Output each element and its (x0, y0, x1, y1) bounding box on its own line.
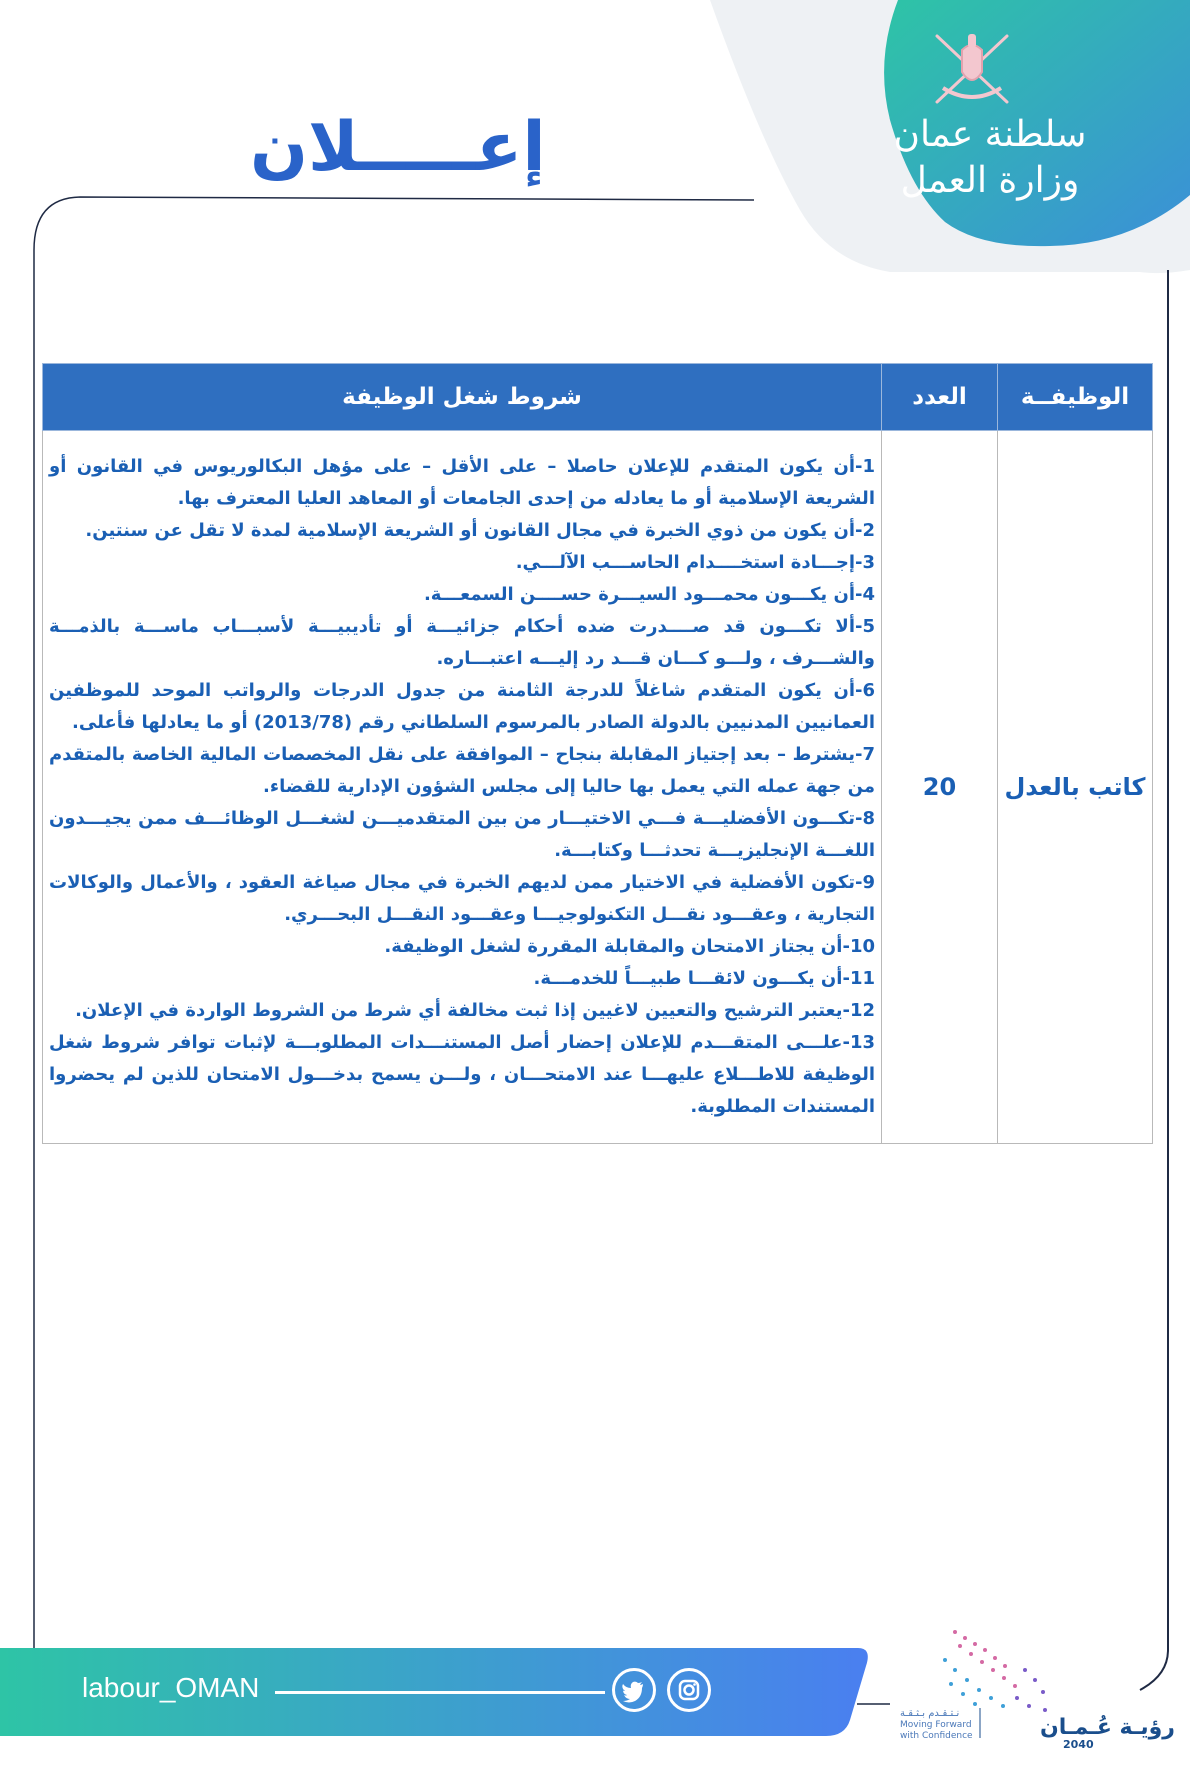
condition-item: 13-علـــى المتقـــدم للإعلان إحضار أصل المستنـــدات المطلوبـــة لإثبات توافر شروط شغل الوظيفة للاطـــلاع عليهـــا عند الامتحـــان ، ولـــن يسمح بدخـــول الامتحان للذين لم يحضروا المستندات المطلوبة. (49, 1032, 875, 1117)
condition-item: 9-تكون الأفضلية في الاختيار ممن لديهم الخبرة في مجال صياغة العقود ، والأعمال والوكالات التجارية ، وعقـــود نقـــل التكنولوجيـــا وعقـــود النقـــل البحـــري. (49, 872, 875, 925)
ministry-name (890, 112, 1090, 204)
condition-item: 7-يشترط – بعد إجتياز المقابلة بنجاح – الموافقة على نقل المخصصات المالية الخاصة بالمتقدم من جهة عمله التي يعمل بها حاليا إلى مجلس الشؤون الإدارية للقضاء. (49, 744, 875, 797)
condition-item: 4-أن يكـــون محمـــود السيـــرة حســــن السمعـــة. (423, 584, 875, 605)
table-row (43, 431, 1153, 1144)
condition-item: 12-يعتبر الترشيح والتعيين لاغيين إذا ثبت مخالفة أي شرط من الشروط الواردة في الإعلان. (75, 1000, 875, 1021)
ministry-line-2: وزارة العمل (900, 160, 1080, 201)
conditions-list (49, 451, 875, 1123)
page-title: إعـــــلان (250, 108, 546, 187)
header-conditions: شروط شغل الوظيفة (43, 364, 882, 431)
conditions-cell (43, 431, 882, 1144)
condition-item: 5-ألا تكـــون قد صــــدرت ضده أحكام جزائيـــة أو تأديبيـــة لأسبـــاب ماســـة بالذمـــة والشـــرف ، ولـــو كـــان قـــد رد إليـــه اعتبـــاره. (49, 616, 875, 669)
handle-divider (275, 1691, 605, 1694)
job-title-cell: كاتب بالعدل (998, 431, 1153, 1144)
condition-item: 1-أن يكون المتقدم للإعلان حاصلا – على الأقل – على مؤهل البكالوريوس في القانون أو الشريعة الإسلامية أو ما يعادله من إحدى الجامعات أو المعاهد العليا المعترف بها. (49, 456, 875, 509)
count-cell: 20 (882, 431, 998, 1144)
jobs-table (42, 363, 1153, 1144)
slogan-english-2: with Confidence (900, 1731, 973, 1741)
condition-item: 2-أن يكون من ذوي الخبرة في مجال القانون أو الشريعة الإسلامية لمدة لا تقل عن سنتين. (85, 520, 875, 541)
vision-year: 2040 (1063, 1738, 1094, 1751)
vision-text: رؤيـة عُـمـان (1040, 1715, 1175, 1740)
condition-item: 11-أن يكـــون لائقـــا طبيـــاً للخدمـــة. (533, 968, 875, 989)
header-job: الوظيفــة (998, 364, 1153, 431)
condition-item: 8-تكـــون الأفضليـــة فـــي الاختيـــار من بين المتقدميـــن لشغـــل الوظائـــف ممن يجيـــدون اللغـــة الإنجليزيـــة تحدثـــا وكتابـــة. (49, 808, 875, 861)
instagram-icon[interactable] (667, 1668, 711, 1712)
condition-item: 10-أن يجتاز الامتحان والمقابلة المقررة لشغل الوظيفة. (384, 936, 875, 957)
condition-item: 3-إجـــادة استخــــدام الحاســـب الآلـــي. (515, 552, 875, 573)
social-handle[interactable]: labour_OMAN (82, 1672, 260, 1703)
condition-item: 6-أن يكون المتقدم شاغلاً للدرجة الثامنة من جدول الدرجات والرواتب الموحد للموظفين العمانيين المدنيين بالدولة الصادر بالمرسوم السلطاني رقم (2013/78) أو ما يعادلها فأعلى. (49, 680, 875, 733)
slogan-english-1: Moving Forward (900, 1720, 972, 1730)
header-count: العدد (882, 364, 998, 431)
slogan-arabic: نـتـقـدم بـثـقـة (900, 1708, 960, 1719)
ministry-line-1: سلطنة عمان (893, 114, 1087, 155)
twitter-icon[interactable] (612, 1668, 656, 1712)
oman-emblem-icon (929, 28, 1015, 112)
